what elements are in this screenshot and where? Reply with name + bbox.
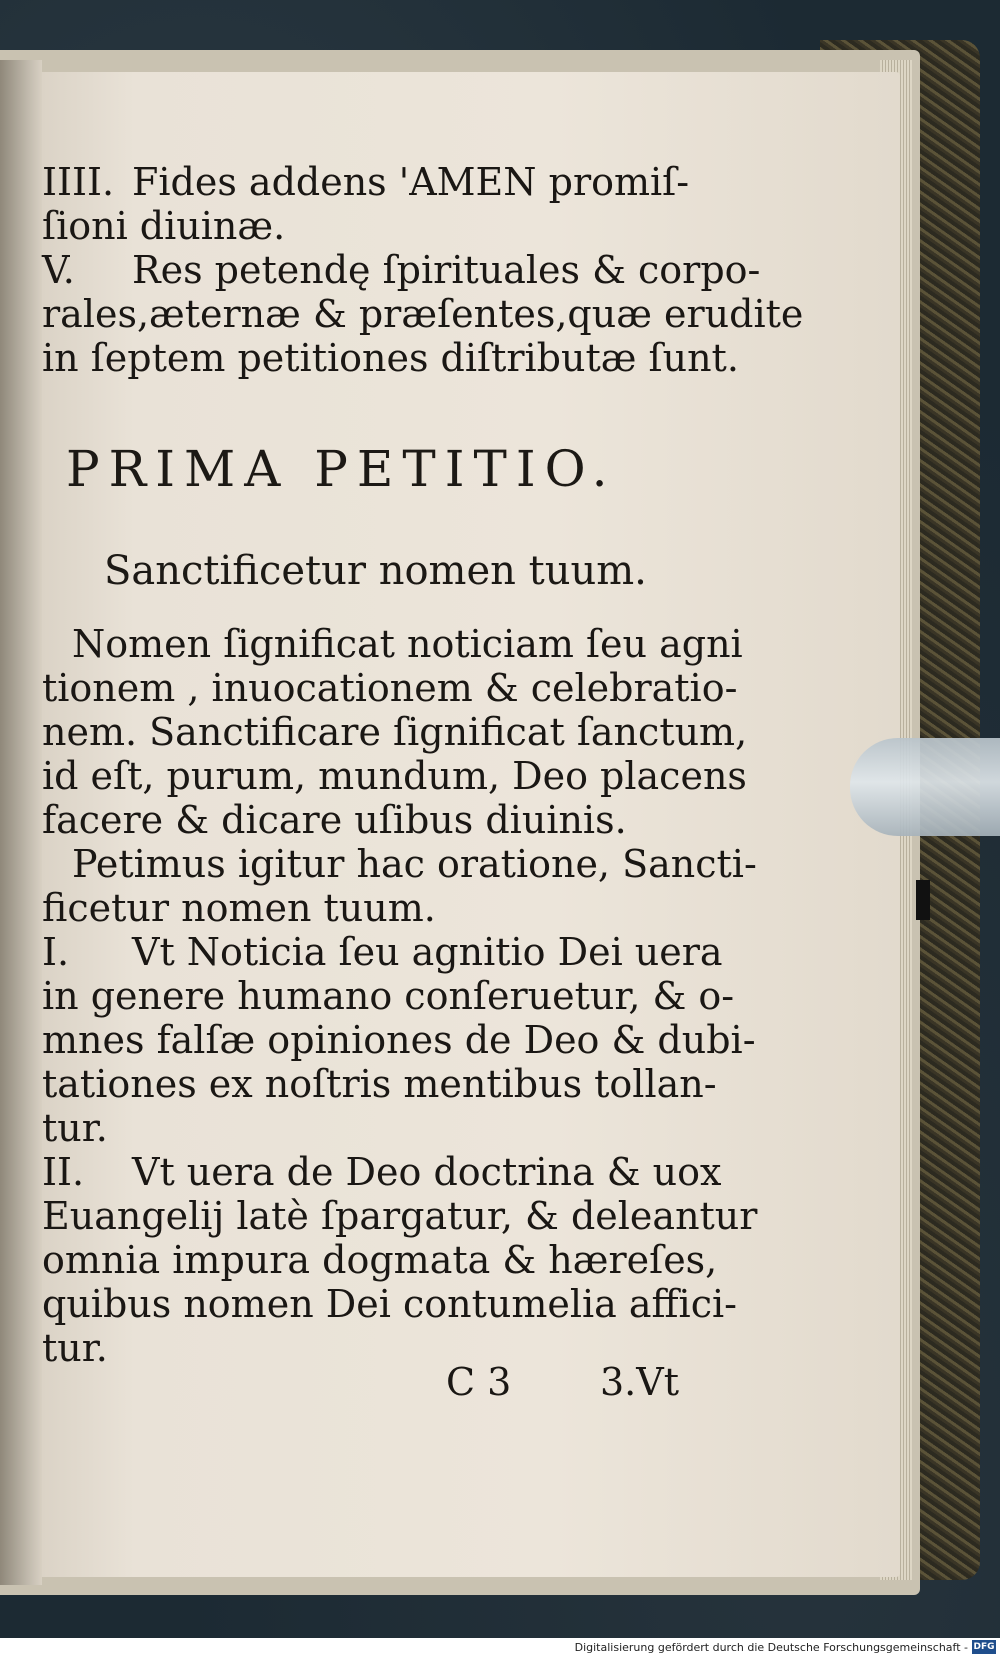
line-text: Vt Noticia ſeu agnitio Dei uera [132,930,723,974]
text-line [42,204,285,248]
page-marker [916,880,930,920]
line-text: Fides addens 'AMEN promiſ- [132,160,690,204]
text-line [42,248,760,292]
text-line [42,1282,737,1326]
line-text: ficetur nomen tuum. [42,886,436,930]
gutter-shadow [0,60,42,1585]
text-line [42,1238,717,1282]
text-line [42,1106,108,1150]
item-number: II. [42,1150,85,1194]
line-text: facere & dicare uſibus diuinis. [42,798,627,842]
line-text: in genere humano conſeruetur, & o- [42,974,735,1018]
text-line [42,1194,757,1238]
line-text: tationes ex noſtris mentibus tollan- [42,1062,717,1106]
item-number: I. [42,930,70,974]
line-text: ſioni diuinæ. [42,204,286,248]
text-line [42,292,803,336]
dfg-logo: DFG [973,1642,995,1652]
line-text: quibus nomen Dei contumelia affici- [42,1282,737,1326]
line-text: id eſt, purum, mundum, Deo placens [42,754,747,798]
line-text: Vt uera de Deo doctrina & uox [132,1150,722,1194]
text-line [42,1018,756,1062]
line-text: tur. [42,1106,108,1150]
text-line [42,1150,721,1194]
text-line [42,710,747,754]
line-text: rales,æternæ & præſentes,quæ erudite [42,292,804,336]
text-line [42,1326,108,1370]
line-text: nem. Sanctificare ſignificat ſanctum, [42,710,748,754]
catchword: 3.Vt [600,1360,679,1404]
text-line [42,160,689,204]
line-text: Euangelij latè ſpargatur, & deleantur [42,1194,758,1238]
petition-title: Sanctificetur nomen tuum. [104,548,647,594]
line-text: Res petendę ſpirituales & corpo- [132,248,761,292]
line-text: in ſeptem petitiones diſtributæ ſunt. [42,336,739,380]
signature-mark: C 3 [446,1360,512,1404]
text-line [72,622,743,666]
text-line [42,886,436,930]
text-line [42,930,723,974]
section-heading: PRIMA PETITIO. [66,440,617,498]
line-text: mnes falſæ opiniones de Deo & dubi- [42,1018,756,1062]
page-clip [850,738,1000,836]
line-text: tur. [42,1326,108,1370]
text-line [42,336,739,380]
text-line [42,666,737,710]
line-text: Petimus igitur hac oratione, Sancti- [72,842,757,886]
item-number: IIII. [42,160,115,204]
text-line [42,798,627,842]
footer-credit: Digitalisierung gefördert durch die Deutsche Forschungsgemeinschaft - [574,1641,968,1654]
line-text: omnia impura dogmata & hæreſes, [42,1238,718,1282]
line-text: tionem , inuocationem & celebratio- [42,666,738,710]
text-line [72,842,757,886]
text-line [42,974,734,1018]
text-line [42,754,747,798]
item-number: V. [42,248,75,292]
line-text: Nomen ſignificat noticiam ſeu agni [72,622,743,666]
text-line [42,1062,717,1106]
